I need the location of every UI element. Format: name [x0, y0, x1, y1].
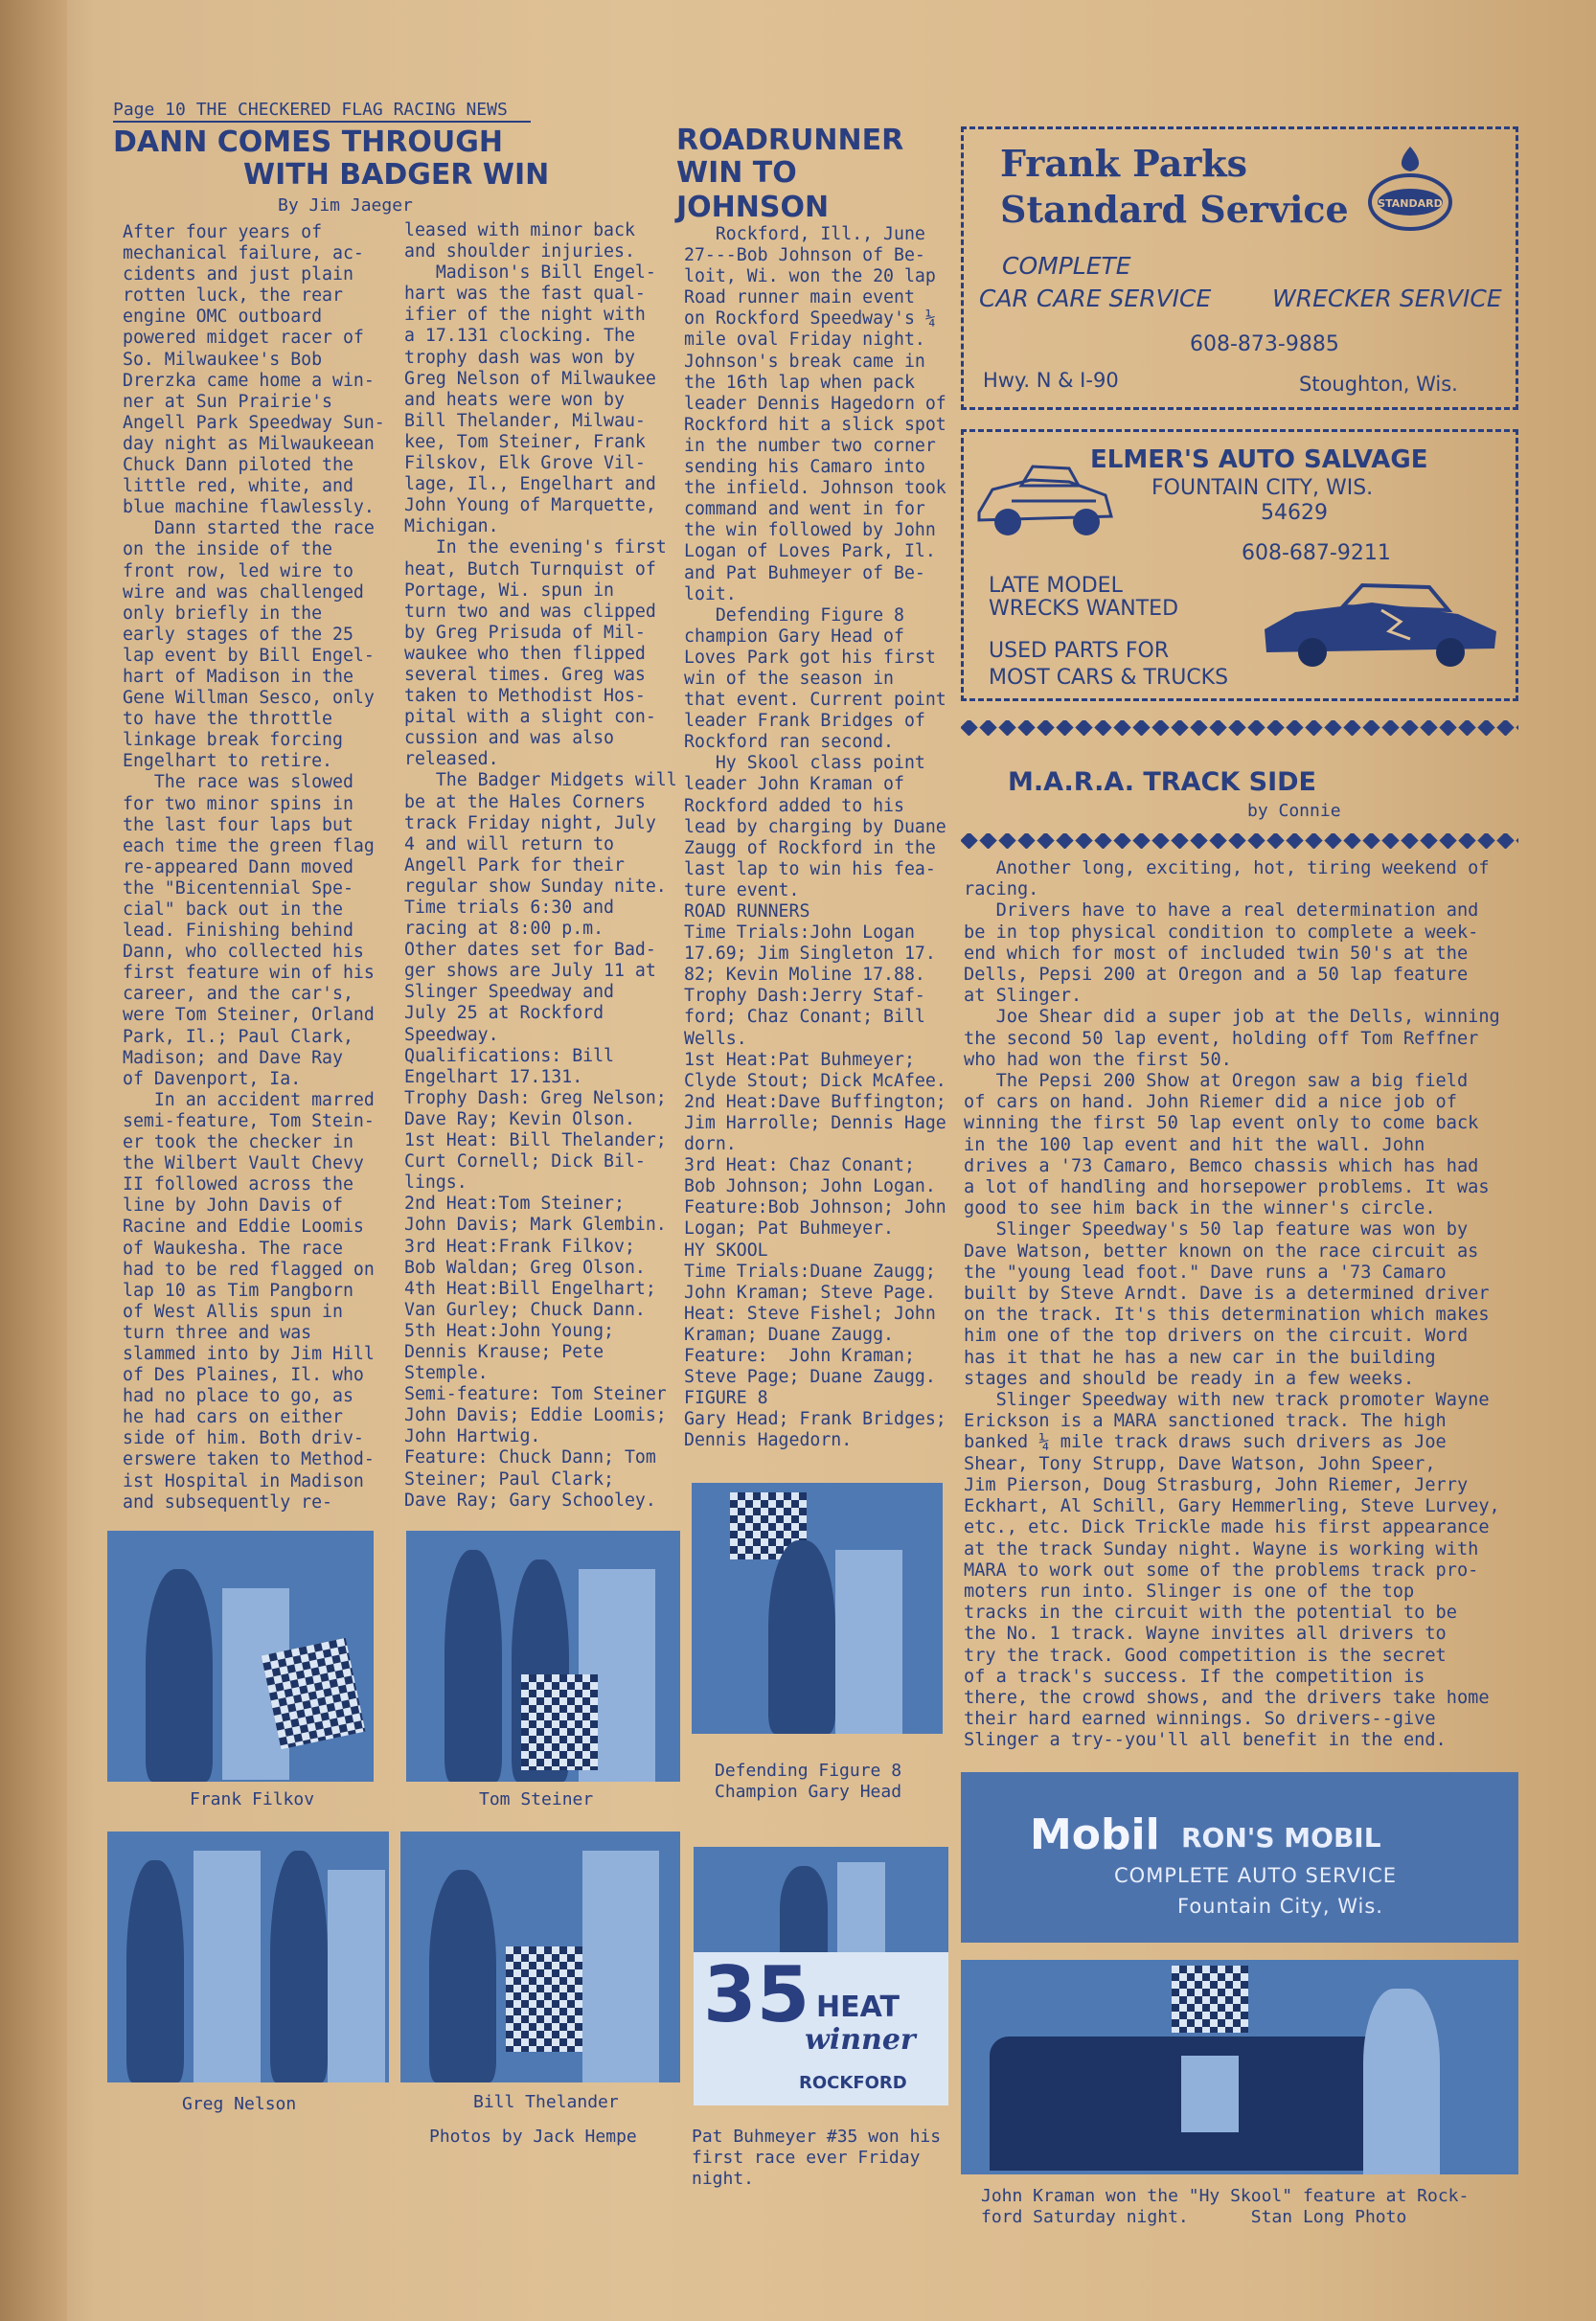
story2-headline-line2: WIN TO: [676, 156, 797, 190]
photo-tom-steiner: [406, 1531, 680, 1782]
standard-logo-text: STANDARD: [1378, 197, 1443, 210]
ad-phone: 608-873-9885: [1190, 332, 1339, 356]
page-fold-edge: [0, 0, 67, 2321]
column3-byline: by Connie: [1247, 801, 1341, 821]
photo-bill-thelander: [400, 1832, 680, 2082]
ad-city: Stoughton, Wis.: [1299, 373, 1458, 396]
ad-title-line2: Standard Service: [1000, 188, 1349, 231]
caption-gary-head: Defending Figure 8 Champion Gary Head: [715, 1761, 902, 1802]
story1-byline: By Jim Jaeger: [278, 195, 413, 216]
frank-parks-ad: [961, 126, 1518, 410]
photo-credit-jack-hempe: Photos by Jack Hempe: [429, 2127, 637, 2147]
elmers-auto-salvage-ad: [961, 429, 1518, 701]
mobil-line2: Fountain City, Wis.: [1177, 1895, 1383, 1918]
story1-headline-line1: DANN COMES THROUGH: [113, 125, 503, 159]
ad-address: Hwy. N & I-90: [983, 369, 1119, 392]
caption-bill-thelander: Bill Thelander: [473, 2092, 619, 2112]
ad-line-wrecker: WRECKER SERVICE: [1272, 284, 1502, 312]
story2-headline-line1: ROADRUNNER: [676, 124, 904, 157]
elmer-used-parts: USED PARTS FOR: [989, 639, 1170, 663]
ad-title: [1000, 141, 1349, 233]
caption-pat-buhmeyer: Pat Buhmeyer #35 won his first race ever Friday night.: [692, 2127, 942, 2189]
mobil-line1: COMPLETE AUTO SERVICE: [1114, 1864, 1398, 1887]
mobil-logo: Mobil: [1030, 1810, 1160, 1859]
wrecked-car-illustration-icon: [1257, 576, 1506, 671]
rons-mobil-ad: [961, 1772, 1518, 1943]
rockford-sign: ROCKFORD: [799, 2073, 907, 2093]
car-number: 35: [703, 1950, 810, 2039]
caption-john-kraman: John Kraman won the "Hy Skool" feature at Rock- ford Saturday night. Stan Long Photo: [981, 2186, 1470, 2227]
story1-column2: leased with minor back and shoulder injuries. Madison's Bill Engel- hart was the fast qual- ifier of the night with a 17.131 clocking. The trophy dash was won by Greg Nelson of Milwaukee and heats were won by Bill Thelander, Milwau- kee, Tom Steiner, Frank Filskov, Elk Grove Vil- lage, Il., Engelhart and John Young of Marquette, Michigan. In the evening's first heat, Butch Turnquist of Portage, Wi. spun in turn two and was clipped by Greg Prisuda of Mil- waukee who then flipped several times. Greg was taken to Methodist Hos- pital with a slight con- cussion and was also released. The Badger Midgets will be at the Hales Corners track Friday night, July 4 and will return to Angell Park for their regular show Sunday nite. Time trials 6:30 and racing at 8:00 p.m. Other dates set for Bad- ger shows are July 11 at Slinger Speedway and July 25 at Rockford Speedway. Qualifications: Bill Engelhart 17.131. Trophy Dash: Greg Nelson; Dave Ray; Kevin Olson. 1st Heat: Bill Thelander; Curt Cornell; Dick Bil- lings. 2nd Heat:Tom Steiner; John Davis; Mark Glembin. 3rd Heat:Frank Filkov; Bob Waldan; Greg Olson. 4th Heat:Bill Engelhart; Van Gurley; Chuck Dann. 5th Heat:John Young; Dennis Krause; Pete Stemple. Semi-feature: Tom Steiner John Davis; Eddie Loomis; John Hartwig. Feature: Chuck Dann; Tom Steiner; Paul Clark; Dave Ray; Gary Schooley.: [404, 220, 677, 1511]
photo-gary-head: [692, 1483, 943, 1734]
elmer-title: ELMER'S AUTO SALVAGE: [1090, 445, 1428, 474]
ad-line-complete: COMPLETE: [1002, 252, 1131, 280]
diamond-divider: [961, 720, 1518, 736]
elmer-most-cars: MOST CARS & TRUCKS: [989, 666, 1229, 690]
ad-line-car-care: CAR CARE SERVICE: [979, 284, 1212, 312]
photo-john-kraman: [961, 1960, 1518, 2174]
story2-headline-line3: JOHNSON: [676, 191, 830, 224]
photo-greg-nelson: [107, 1832, 389, 2082]
photo-pat-buhmeyer: [694, 1847, 948, 2105]
photo-frank-filkov: [107, 1531, 374, 1782]
diamond-divider-2: [961, 833, 1518, 849]
story2-column: Rockford, Ill., June 27---Bob Johnson of Be- loit, Wi. won the 20 lap Road runner main event on Rockford Speedway's ¼ mile oval Friday night. Johnson's break came in the 16th lap when pack leader Dennis Hagedorn of Rockford hit a slick spot in the number two corner sending his Camaro into the infield. Johnson took command and went in for the win followed by John Logan of Loves Park, Il. and Pat Buhmeyer of Be- loit. Defending Figure 8 champion Gary Head of Loves Park got his first win of the season in that event. Current point leader Frank Bridges of Rockford ran second. Hy Skool class point leader John Kraman of Rockford added to his lead by charging by Duane Zaugg of Rockford in the last lap to win his fea- ture event. ROAD RUNNERS Time Trials:John Logan 17.69; Jim Singleton 17. 82; Kevin Moline 17.88. Trophy Dash:Jerry Staf- ford; Chaz Conant; Bill Wells. 1st Heat:Pat Buhmeyer; Clyde Stout; Dick McAfee. 2nd Heat:Dave Buffington; Jim Harrolle; Dennis Hage dorn. 3rd Heat: Chaz Conant; Bob Johnson; John Logan. Feature:Bob Johnson; John Logan; Pat Buhmeyer. HY SKOOL Time Trials:Duane Zaugg; John Kraman; Steve Page. Heat: Steve Fishel; John Kraman; Duane Zaugg. Feature: John Kraman; Steve Page; Duane Zaugg. FIGURE 8 Gary Head; Frank Bridges; Dennis Hagedorn.: [684, 224, 946, 1451]
elmer-late-model: LATE MODEL: [989, 574, 1123, 598]
mobil-shop-name: RON'S MOBIL: [1181, 1822, 1381, 1854]
heat-sign-2: winner: [805, 2023, 916, 2057]
story1-column1: After four years of mechanical failure, ac- cidents and just plain rotten luck, the rear engine OMC outboard powered midget racer of So. Milwaukee's Bob Drerzka came home a win- ner at Sun Prairie's Angell Park Speedway Sun- day night as Milwaukeean Chuck Dann piloted the little red, white, and blue machine flawlessly. Dann started the race on the inside of the front row, led wire to wire and was challenged only briefly in the early stages of the 25 lap event by Bill Engel- hart of Madison in the Gene Willman Sesco, only to have the throttle linkage break forcing Engelhart to retire. The race was slowed for two minor spins in the last four laps but each time the green flag re-appeared Dann moved the "Bicentennial Spe- cial" back out in the lead. Finishing behind Dann, who collected his first feature win of his career, and the car's, were Tom Steiner, Orland Park, Il.; Paul Clark, Madison; and Dave Ray of Davenport, Ia. In an accident marred semi-feature, Tom Stein- er took the checker in the Wilbert Vault Chevy II followed across the line by John Davis of Racine and Eddie Loomis of Waukesha. The race had to be red flagged on lap 10 as Tim Pangborn of West Allis spun in turn three and was slammed into by Jim Hill of Des Plaines, Il. who had no place to go, as he had cars on either side of him. Both driv- erswere taken to Method- ist Hospital in Madison and subsequently re-: [123, 222, 385, 1513]
page-header: Page 10 THE CHECKERED FLAG RACING NEWS: [113, 100, 531, 123]
ad-title-line1: Frank Parks: [1000, 142, 1248, 185]
caption-frank-filkov: Frank Filkov: [190, 1789, 315, 1809]
caption-greg-nelson: Greg Nelson: [182, 2094, 297, 2114]
elmer-phone: 608-687-9211: [1242, 541, 1391, 565]
elmer-wrecks-wanted: WRECKS WANTED: [989, 597, 1179, 621]
elmer-zip: 54629: [1261, 501, 1328, 525]
heat-sign-1: HEAT: [816, 1991, 900, 2024]
standard-oil-torch-icon: [1368, 143, 1452, 237]
column3-title: M.A.R.A. TRACK SIDE: [1008, 767, 1316, 797]
elmer-city: FOUNTAIN CITY, WIS.: [1151, 476, 1374, 500]
caption-tom-steiner: Tom Steiner: [479, 1789, 594, 1809]
column3-text: Another long, exciting, hot, tiring weekend of racing. Drivers have to have a real determination and be in top physical condition to complete a week- end which for most of included twin 50's at the Dells, Pepsi 200 at Oregon and a 50 lap feature at Slinger. Joe Shear did a super job at the Dells, winning the second 50 lap event, holding off Tom Reffner who had won the first 50. The Pepsi 200 Show at Oregon saw a big field of cars on hand. John Riemer did a nice job of winning the first 50 lap event only to come back in the 100 lap event and hit the wall. John drives a '73 Camaro, Bemco chassis which has had a lot of handling and horsepower problems. It was good to see him back in the winner's circle. Slinger Speedway's 50 lap feature was won by Dave Watson, better known on the race circuit as the "young lead foot." Dave runs a '73 Camaro built by Steve Arndt. Dave is a determined driver on the track. It's this determination which makes him one of the top drivers on the circuit. Word has it that he has a new car in the building stages and should be ready in a few weeks. Slinger Speedway with new track promoter Wayne Erickson is a MARA sanctioned track. The high banked ¼ mile track draws such drivers as Joe Shear, Tony Strupp, Dave Watson, John Speer, Jim Pierson, Doug Strasburg, John Riemer, Jerry Eckhart, Al Schill, Gary Hemmerling, Steve Lurvey, etc., etc. Dick Trickle made his first appearance at the track Sunday night. Wayne is working with MARA to work out some of the problems track pro- moters run into. Slinger is one of the top tracks in the circuit with the potential to be the No. 1 track. Wayne invites all drivers to try the track. Good competition is the secret of a track's success. If the competition is there, the crowd shows, and the drivers take home their hard earned winnings. So drivers--give Slinger a try--you'll all benefit in the end.: [964, 858, 1500, 1751]
story1-headline-line2: WITH BADGER WIN: [243, 158, 550, 192]
